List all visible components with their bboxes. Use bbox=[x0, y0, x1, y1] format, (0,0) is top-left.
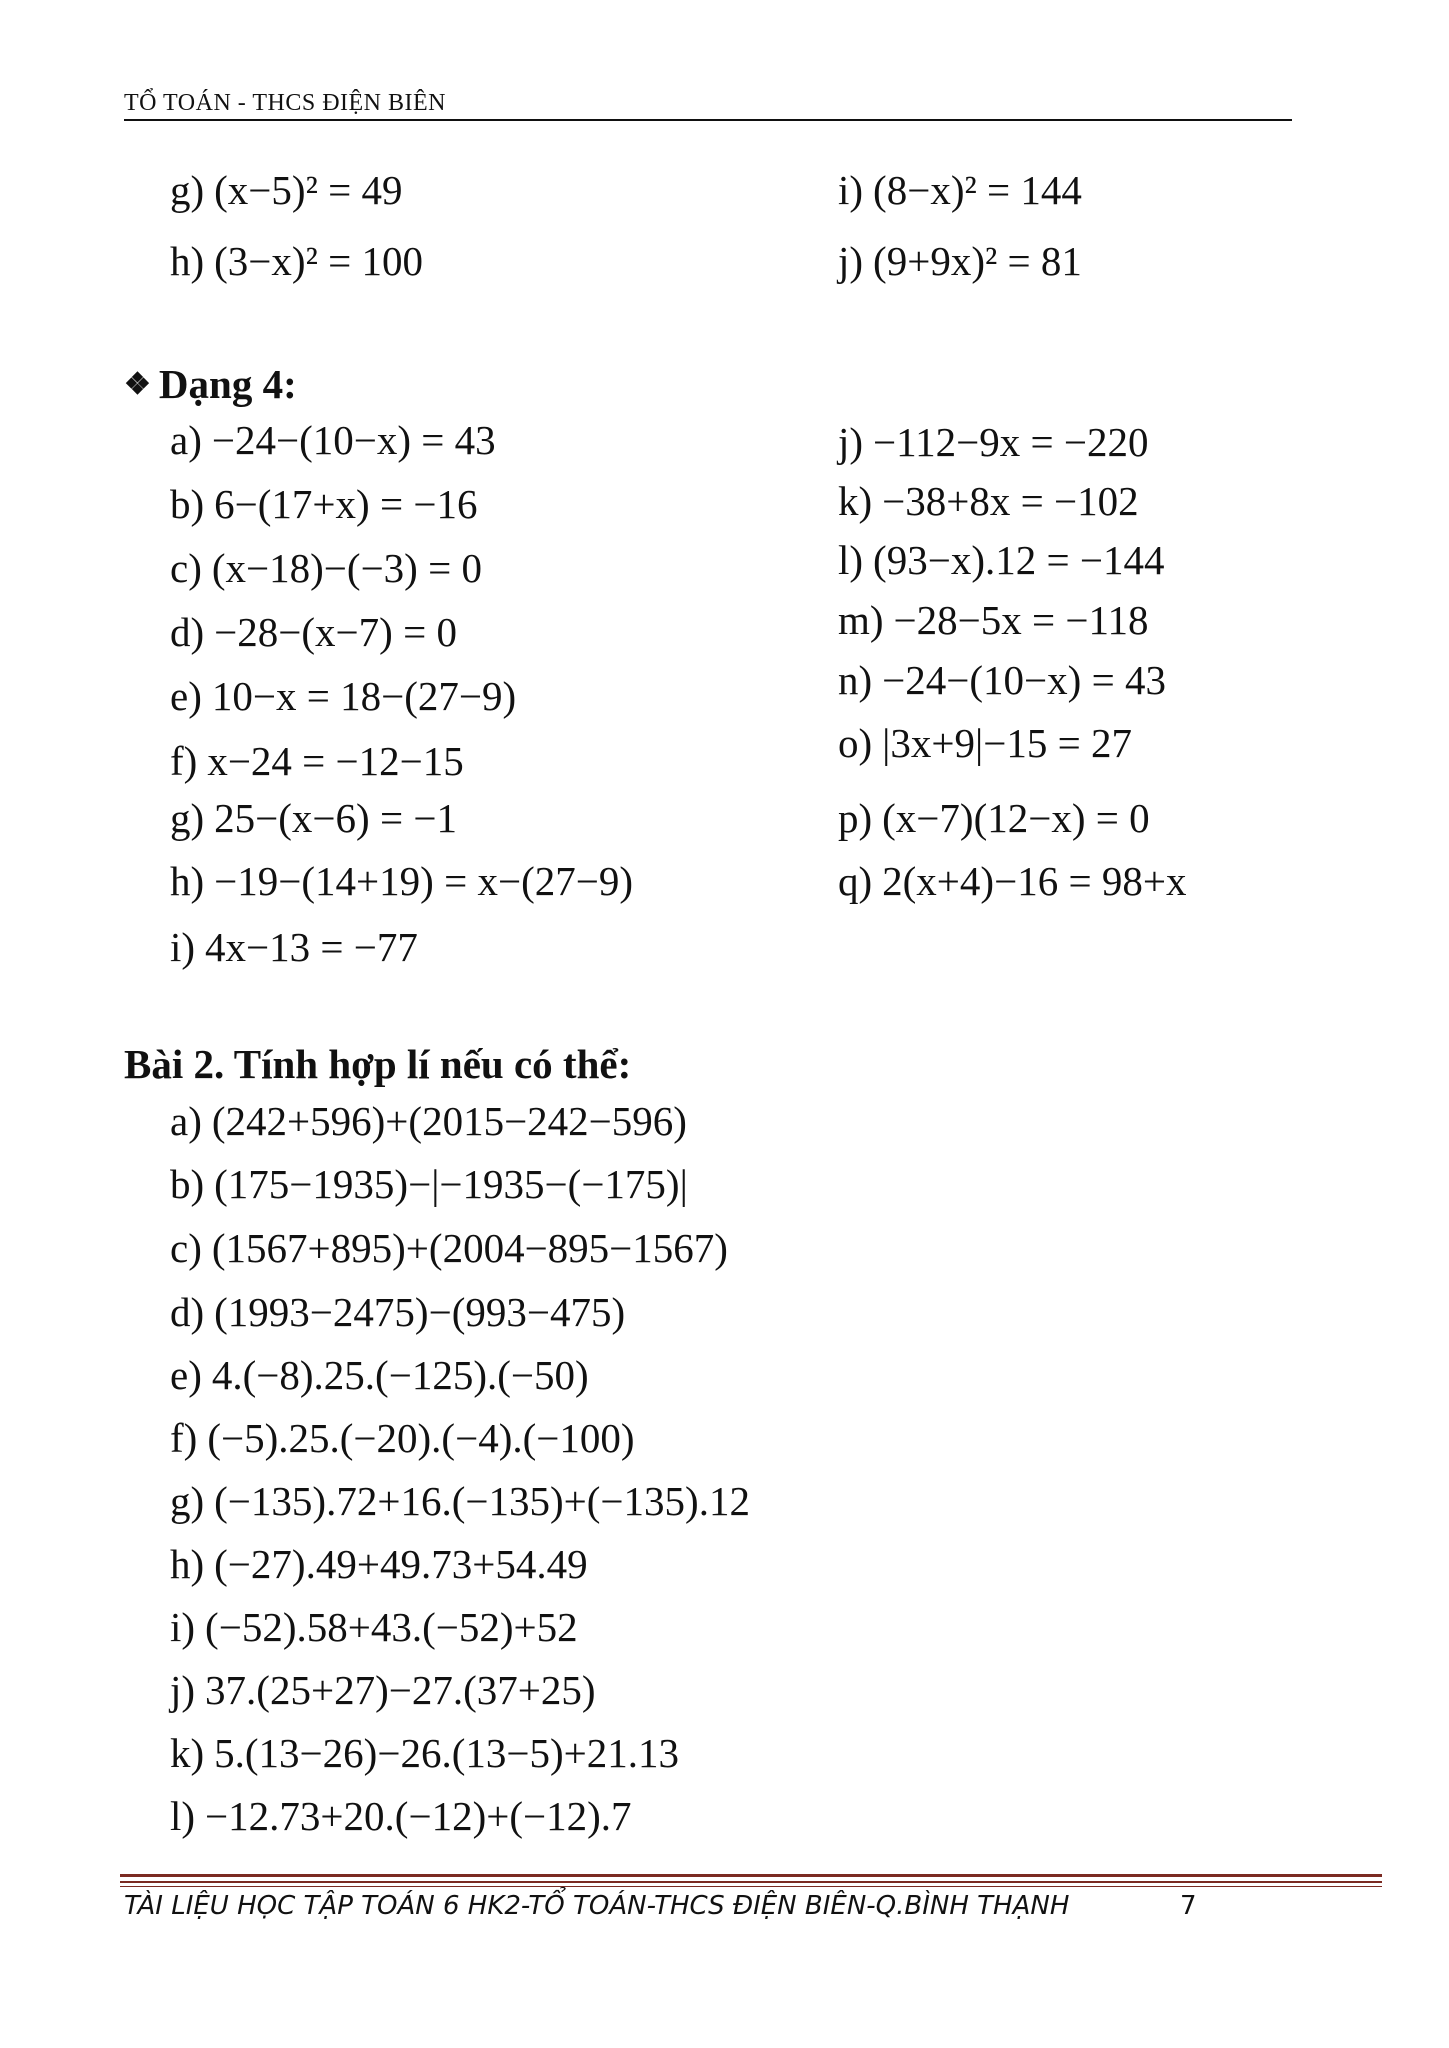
exercise-item bbox=[838, 720, 1132, 766]
item-expression: 37.(25+27)−27.(37+25) bbox=[205, 1667, 596, 1713]
exercise-item bbox=[838, 858, 1187, 904]
exercise-item bbox=[838, 597, 1149, 643]
item-label: b) bbox=[170, 481, 205, 527]
item-expression: 10−x = 18−(27−9) bbox=[211, 673, 517, 719]
item-expression: (1567+895)+(2004−895−1567) bbox=[211, 1225, 728, 1271]
exercise-item bbox=[170, 1793, 632, 1839]
item-label: h) bbox=[170, 1541, 205, 1587]
item-expression: (x−18)−(−3) = 0 bbox=[211, 545, 482, 591]
footer-rule bbox=[120, 1874, 1382, 1877]
item-expression: |3x+9|−15 = 27 bbox=[882, 720, 1132, 766]
header-rule bbox=[124, 119, 1292, 121]
exercise-item bbox=[170, 1098, 687, 1144]
section-heading-dang4 bbox=[124, 361, 297, 407]
item-label: c) bbox=[170, 545, 202, 591]
item-label: p) bbox=[838, 795, 873, 841]
page-footer: TÀI LIỆU HỌC TẬP TOÁN 6 HK2-TỔ TOÁN-THCS ĐIỆN BIÊN-Q.BÌNH THẠNH bbox=[124, 1891, 1070, 1921]
item-label: l) bbox=[170, 1793, 196, 1839]
footer-rule bbox=[120, 1886, 1382, 1887]
item-label: f) bbox=[170, 738, 198, 784]
item-expression: x−24 = −12−15 bbox=[207, 738, 464, 784]
item-label: h) bbox=[170, 858, 205, 904]
exercise-item bbox=[838, 795, 1150, 841]
diamond-bullet-icon: ❖ bbox=[124, 368, 151, 401]
section-title: Dạng 4: bbox=[158, 361, 297, 407]
item-expression: −112−9x = −220 bbox=[873, 419, 1149, 465]
item-label: k) bbox=[170, 1730, 205, 1776]
exercise-item bbox=[838, 167, 1082, 213]
item-expression: (−52).58+43.(−52)+52 bbox=[205, 1604, 578, 1650]
item-label: c) bbox=[170, 1225, 202, 1271]
item-label: a) bbox=[170, 417, 202, 463]
item-expression: (3−x)² = 100 bbox=[214, 238, 423, 284]
exercise-item bbox=[170, 1352, 589, 1398]
item-label: f) bbox=[170, 1415, 198, 1461]
exercise-item bbox=[170, 1604, 578, 1650]
item-expression: 25−(x−6) = −1 bbox=[214, 795, 457, 841]
item-expression: (8−x)² = 144 bbox=[873, 167, 1082, 213]
exercise-item bbox=[170, 738, 464, 784]
exercise-item bbox=[838, 238, 1082, 284]
item-expression: −38+8x = −102 bbox=[882, 478, 1139, 524]
item-label: n) bbox=[838, 657, 873, 703]
item-expression: (x−5)² = 49 bbox=[214, 167, 403, 213]
item-label: g) bbox=[170, 1478, 205, 1524]
item-expression: −19−(14+19) = x−(27−9) bbox=[214, 858, 634, 904]
item-label: m) bbox=[838, 597, 884, 643]
exercise-item bbox=[170, 609, 457, 655]
item-expression: (−5).25.(−20).(−4).(−100) bbox=[207, 1415, 635, 1461]
item-expression: (175−1935)−|−1935−(−175)| bbox=[214, 1161, 688, 1207]
exercise-item bbox=[170, 924, 418, 970]
exercise-item bbox=[170, 1225, 728, 1271]
item-label: e) bbox=[170, 1352, 202, 1398]
page-header: TỔ TOÁN - THCS ĐIỆN BIÊN bbox=[124, 90, 446, 116]
item-expression: −28−5x = −118 bbox=[893, 597, 1149, 643]
item-expression: −12.73+20.(−12)+(−12).7 bbox=[205, 1793, 632, 1839]
item-expression: (9+9x)² = 81 bbox=[873, 238, 1082, 284]
item-expression: −24−(10−x) = 43 bbox=[882, 657, 1166, 703]
exercise-item bbox=[170, 238, 423, 284]
item-expression: (x−7)(12−x) = 0 bbox=[882, 795, 1150, 841]
item-label: h) bbox=[170, 238, 205, 284]
exercise-item bbox=[170, 1667, 596, 1713]
item-label: g) bbox=[170, 167, 205, 213]
exercise-item bbox=[170, 1730, 680, 1776]
item-expression: 4.(−8).25.(−125).(−50) bbox=[211, 1352, 589, 1398]
item-label: e) bbox=[170, 673, 202, 719]
item-label: i) bbox=[170, 1604, 196, 1650]
exercise-item bbox=[838, 419, 1149, 465]
item-label: q) bbox=[838, 858, 873, 904]
exercise-item bbox=[838, 537, 1165, 583]
section-heading-bai2: Bài 2. Tính hợp lí nếu có thể: bbox=[124, 1041, 632, 1087]
footer-rule bbox=[120, 1881, 1382, 1883]
item-expression: −24−(10−x) = 43 bbox=[211, 417, 496, 463]
item-label: o) bbox=[838, 720, 873, 766]
item-expression: (−135).72+16.(−135)+(−135).12 bbox=[214, 1478, 750, 1524]
exercise-item bbox=[170, 1478, 750, 1524]
item-expression: −28−(x−7) = 0 bbox=[214, 609, 457, 655]
item-expression: 2(x+4)−16 = 98+x bbox=[882, 858, 1187, 904]
exercise-item bbox=[838, 657, 1166, 703]
exercise-item bbox=[170, 673, 517, 719]
exercise-item bbox=[170, 858, 634, 904]
item-expression: (1993−2475)−(993−475) bbox=[214, 1289, 626, 1335]
item-expression: 4x−13 = −77 bbox=[205, 924, 418, 970]
item-expression: 5.(13−26)−26.(13−5)+21.13 bbox=[214, 1730, 680, 1776]
item-expression: 6−(17+x) = −16 bbox=[214, 481, 478, 527]
item-label: j) bbox=[170, 1667, 196, 1713]
item-label: k) bbox=[838, 478, 873, 524]
item-label: d) bbox=[170, 1289, 205, 1335]
exercise-item bbox=[170, 1289, 626, 1335]
exercise-item bbox=[170, 795, 457, 841]
item-label: j) bbox=[838, 419, 864, 465]
item-expression: (242+596)+(2015−242−596) bbox=[211, 1098, 687, 1144]
exercise-item bbox=[170, 545, 482, 591]
exercise-item bbox=[170, 1415, 635, 1461]
item-expression: (−27).49+49.73+54.49 bbox=[214, 1541, 588, 1587]
exercise-item bbox=[170, 417, 496, 463]
item-label: b) bbox=[170, 1161, 205, 1207]
exercise-item bbox=[170, 1541, 588, 1587]
item-expression: (93−x).12 = −144 bbox=[873, 537, 1165, 583]
exercise-item bbox=[170, 167, 403, 213]
exercise-item bbox=[838, 478, 1139, 524]
item-label: a) bbox=[170, 1098, 202, 1144]
item-label: i) bbox=[170, 924, 196, 970]
exercise-item bbox=[170, 481, 478, 527]
item-label: d) bbox=[170, 609, 205, 655]
exercise-item bbox=[170, 1161, 688, 1207]
item-label: j) bbox=[838, 238, 864, 284]
page-number: 7 bbox=[1180, 1891, 1197, 1921]
item-label: l) bbox=[838, 537, 864, 583]
item-label: g) bbox=[170, 795, 205, 841]
item-label: i) bbox=[838, 167, 864, 213]
